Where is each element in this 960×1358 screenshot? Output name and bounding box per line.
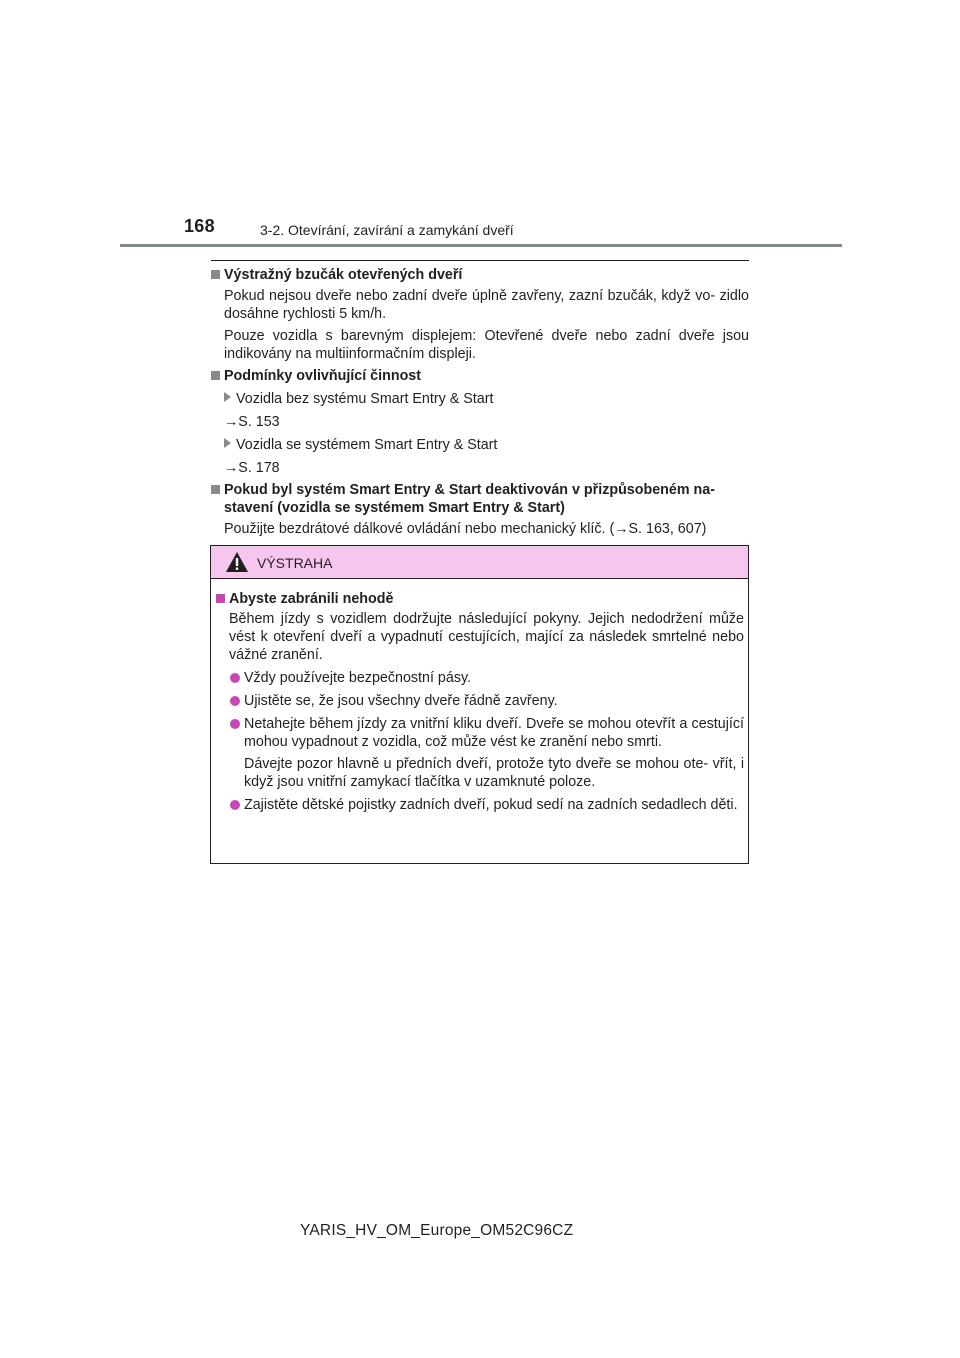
- warning-triangle-icon: [225, 551, 249, 573]
- content-divider: [211, 260, 749, 261]
- page-reference[interactable]: →S. 178: [224, 460, 280, 476]
- section-heading: Podmínky ovlivňující činnost: [211, 367, 749, 385]
- circle-bullet-icon: [230, 719, 240, 729]
- list-item: Vozidla bez systému Smart Entry & Start: [211, 390, 749, 408]
- warning-bullet: Ujistěte se, že jsou všechny dveře řádně zavřeny.: [216, 692, 744, 710]
- warning-intro: Během jízdy s vozidlem dodržujte následující pokyny. Jejich nedodržení může vést k otevření dveří a vypadnutí cestujících, mající za následek smrtelné nebo vážné zranění.: [229, 611, 744, 663]
- paragraph: Pokud nejsou dveře nebo zadní dveře úplně zavřeny, zazní bzučák, když vo- zidlo dosáhne rychlosti 5 km/h.: [224, 288, 749, 322]
- warning-heading: Abyste zabránili nehodě: [216, 590, 744, 608]
- square-bullet-icon: [216, 594, 225, 603]
- warning-bullet: Netahejte během jízdy za vnitřní kliku dveří. Dveře se mohou otevřít a cestující mohou vypadnout z vozidla, což může vést ke zranění nebo smrti. Dávejte pozor hlavně u předních dveří, protože tyto dveře se mohou ote- vřít, i když jsou vnitřní zamykací tlačítka v uzamknuté poloze.: [216, 715, 744, 791]
- paragraph: Pouze vozidla s barevným displejem: Otevřené dveře nebo zadní dveře jsou indikovány na multiinformačním displeji.: [224, 328, 749, 362]
- arrow-icon: →: [224, 460, 239, 476]
- section-smart-entry-deactivated: [211, 481, 749, 538]
- section-heading: Pokud byl systém Smart Entry & Start deaktivován v přizpůsobeném na- stavení (vozidla se systémem Smart Entry & Start): [211, 481, 749, 517]
- page-number: 168: [184, 216, 215, 236]
- warning-bullet: Zajistěte dětské pojistky zadních dveří, pokud sedí na zadních sedadlech děti.: [216, 796, 744, 814]
- square-bullet-icon: [211, 270, 220, 279]
- arrow-icon: →: [224, 414, 239, 430]
- document-code: YARIS_HV_OM_Europe_OM52C96CZ: [300, 1222, 574, 1239]
- page-reference[interactable]: →S. 153: [224, 414, 280, 430]
- section-heading: Výstražný bzučák otevřených dveří: [211, 266, 749, 284]
- warning-note: Dávejte pozor hlavně u předních dveří, protože tyto dveře se mohou ote- vřít, i když jsou vnitřní zamykací tlačítka v uzamknuté poloze.: [244, 756, 744, 790]
- circle-bullet-icon: [230, 696, 240, 706]
- section-conditions: [211, 367, 749, 477]
- chapter-header: 3-2. Otevírání, zavírání a zamykání dveří: [260, 222, 514, 238]
- warning-content: [216, 590, 744, 814]
- section-door-buzzer: [211, 266, 749, 363]
- circle-bullet-icon: [230, 800, 240, 810]
- warning-box: [210, 545, 749, 864]
- paragraph: Použijte bezdrátové dálkové ovládání nebo mechanický klíč. (→S. 163, 607): [224, 521, 707, 537]
- page-reference[interactable]: S. 163, 607): [628, 521, 707, 537]
- square-bullet-icon: [211, 485, 220, 494]
- warning-label: VÝSTRAHA: [257, 555, 333, 571]
- warning-header: [211, 546, 748, 579]
- triangle-bullet-icon: [224, 392, 231, 402]
- triangle-bullet-icon: [224, 438, 231, 448]
- list-item: Vozidla se systémem Smart Entry & Start: [211, 436, 749, 454]
- warning-bullet: Vždy používejte bezpečnostní pásy.: [216, 669, 744, 687]
- header-divider: [120, 244, 842, 247]
- main-content: [211, 266, 749, 538]
- arrow-icon: →: [614, 521, 629, 537]
- square-bullet-icon: [211, 371, 220, 380]
- circle-bullet-icon: [230, 673, 240, 683]
